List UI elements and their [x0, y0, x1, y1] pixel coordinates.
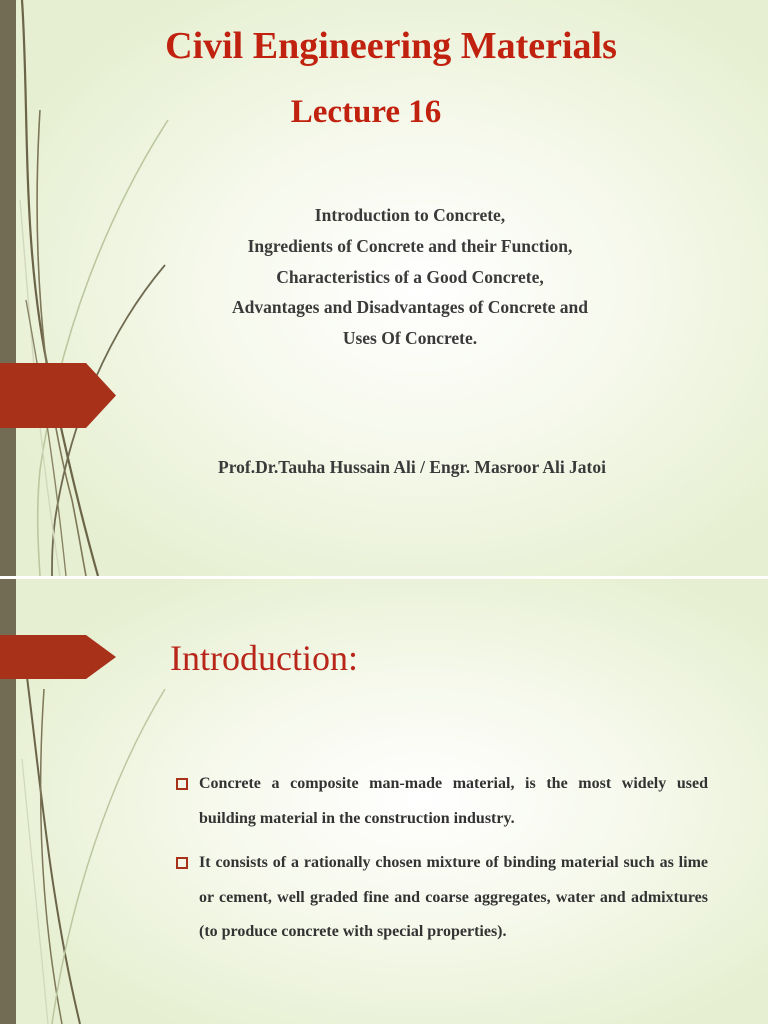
section-heading: Introduction:: [170, 638, 358, 678]
accent-arrow-tab: [0, 635, 116, 679]
topic-line: Ingredients of Concrete and their Function,: [247, 235, 573, 256]
checkbox-bullet-icon: [176, 778, 188, 790]
bullet-item: [176, 846, 708, 950]
checkbox-bullet-icon: [176, 857, 188, 869]
sidebar-bar: [0, 0, 16, 576]
bullet-item: [176, 767, 708, 836]
topic-line: Uses Of Concrete.: [342, 328, 478, 349]
bullet-text: It consists of a rationally chosen mixture of binding material such as lime or cement, well graded fine and coarse aggregates, water and admixtures (to produce concrete with special properties).: [199, 854, 708, 940]
slide-introduction: [0, 579, 768, 1024]
bullet-text: Concrete a composite man-made material, is the most widely used building material in the construction industry.: [199, 775, 708, 827]
lecture-number: Lecture 16: [290, 94, 442, 130]
topic-line: Introduction to Concrete,: [314, 205, 506, 225]
accent-arrow-tab: [0, 363, 116, 428]
authors-line: Prof.Dr.Tauha Hussain Ali / Engr. Masroor Ali Jatoi: [218, 457, 606, 477]
topic-line: Advantages and Disadvantages of Concrete and: [231, 297, 589, 318]
topic-line: Characteristics of a Good Concrete,: [276, 266, 544, 287]
slide-title-text: Civil Engineering Materials: [165, 25, 617, 67]
bullet-list: [176, 767, 708, 960]
topics-list: [160, 200, 660, 354]
